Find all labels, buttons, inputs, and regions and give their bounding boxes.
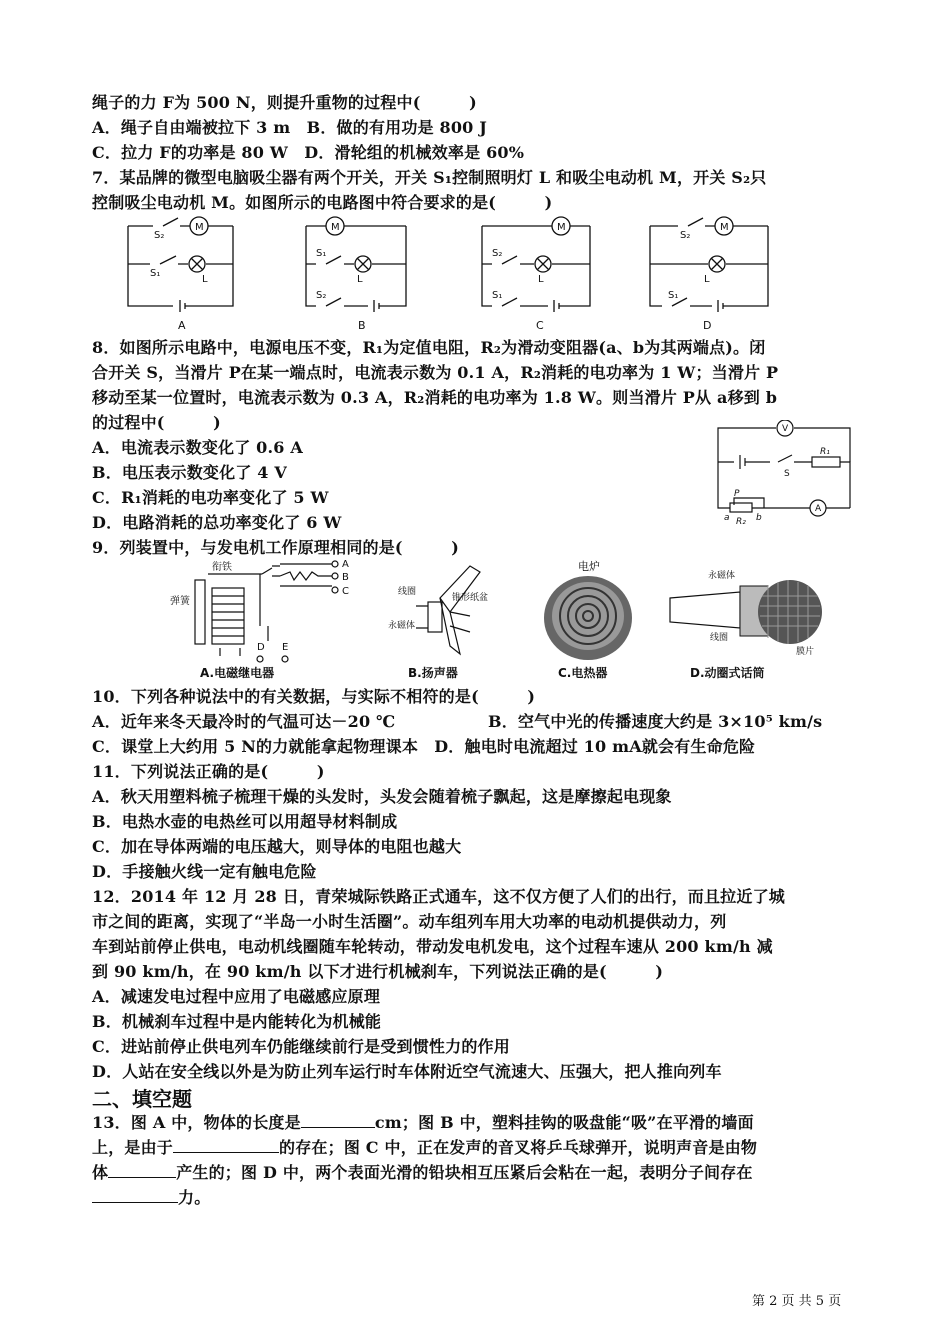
circuit-a-s1: S₁ [150,268,161,279]
q10-option-a: A．近年来冬天最冷时的气温可达－20 ℃ [92,712,396,731]
q9-stem: 9．列装置中，与发电机工作原理相同的是( ) [92,538,460,557]
q8-option-c: C．R₁消耗的电功率变化了 5 W [92,488,329,507]
speaker-caption: B.扬声器 [408,666,458,680]
q12-stem-line3: 车到站前停止供电，电动机线圈随车轮转动，带动发电机发电，这个过程车速从 200 km/h 减 [92,937,773,956]
relay-armature-label: 衔铁 [212,562,232,573]
mic-coil-label: 线圈 [710,633,729,643]
circuit-c-motor: M [557,222,566,233]
mic-film-label: 膜片 [796,647,815,657]
q8-stem-line3: 移动至某一位置时，电流表示数为 0.3 A，R₂消耗的电功率为 1.8 W。则当滑片 P从 a移到 b [92,388,778,407]
voltmeter-symbol: V [782,424,789,434]
q13-text-3: 上，是由于 [92,1138,174,1157]
q12-option-c: C．进站前停止供电列车仍能继续前行是受到惯性力的作用 [92,1037,510,1056]
speaker-figure [416,566,480,654]
circuit-b-lamp: L [357,274,363,285]
q13-text-2: cm；图 B 中，塑料挂钩的吸盘能“吸”在平滑的墙面 [374,1113,754,1132]
q11-option-d: D．手接触火线一定有触电危险 [92,862,317,881]
q12-option-d: D．人站在安全线以外是为防止列车运行时车体附近空气流速大、压强大，把人推向列车 [92,1062,722,1081]
relay-spring-label: 弹簧 [170,596,190,607]
page-footer: 第 2 页 共 5 页 [752,1294,842,1309]
circuit-b-s2: S₂ [316,290,327,301]
r1-label: R₁ [820,447,830,457]
q13-line1 [92,1111,754,1134]
circuit-a-motor: M [195,222,204,233]
q13-text-1: 13．图 A 中，物体的长度是 [92,1113,301,1132]
q13-text-4: 的存在；图 C 中，正在发声的音叉将乒乓球弹开，说明声音是由物 [279,1138,758,1157]
q13-text-6: 产生的；图 D 中，两个表面光滑的铅块相互压紧后会粘在一起，表明分子间存在 [176,1163,753,1182]
circuit-b-s1: S₁ [316,248,327,259]
circuit-a-s2: S₂ [154,230,165,241]
circuit-d-s1: S₁ [668,290,679,301]
circuit-c-s1: S₁ [492,290,503,301]
switch-label: S [784,469,790,479]
circuit-label-d: D [703,319,712,332]
q13-text-5: 体 [92,1163,109,1182]
q7-stem-line1: 7．某品牌的微型电脑吸尘器有两个开关，开关 S₁控制照明灯 L 和吸尘电动机 M，开关 S₂只 [92,168,767,187]
circuit-c-s2: S₂ [492,248,503,259]
q8-stem-line1: 8．如图所示电路中，电源电压不变，R₁为定值电阻，R₂为滑动变阻器(a、b为其两端点)。闭 [92,338,766,357]
q13-blank-force[interactable] [92,1186,178,1203]
q10-option-b: B．空气中光的传播速度大约是 3×10⁵ km/s [488,712,823,731]
section-heading-fill-in: 二、填空题 [92,1087,192,1111]
speaker-cone-label: 锥形纸盆 [452,593,489,603]
q8-stem-line2: 合开关 S，当滑片 P在某一端点时，电流表示数为 0.1 A，R₂消耗的电功率为 1 W；当滑片 P [92,363,779,382]
heater-top-label: 电炉 [578,560,600,573]
q7-stem-line2: 控制吸尘电动机 M。如图所示的电路图中符合要求的是( ) [92,193,553,212]
relay-figure [195,561,338,662]
relay-terminal-a: A [342,559,349,570]
relay-terminal-c: C [342,586,349,597]
speaker-coil-label: 线圈 [398,587,417,597]
heater-caption: C.电热器 [558,666,608,680]
q13-line4 [92,1186,210,1209]
q13-text-7: 力。 [178,1188,211,1207]
q8-circuit [712,420,862,528]
circuit-c-lamp: L [538,274,544,285]
q10-options-cd: C．课堂上大约用 5 N的力就能拿起物理课本 D．触电时电流超过 10 mA就会有生命危险 [92,737,756,756]
q6-stem-tail: 绳子的力 F为 500 N，则提升重物的过程中( ) [92,93,477,112]
q7-circuit-figures [118,214,878,334]
q6-options-cd: C．拉力 F的功率是 80 W D．滑轮组的机械效率是 60% [92,143,525,162]
mic-caption: D.动圈式话筒 [690,666,765,680]
q13-blank-length[interactable] [301,1111,375,1128]
q12-option-b: B．机械刹车过程中是内能转化为机械能 [92,1012,382,1031]
q8-stem-line4: 的过程中( ) [92,413,221,432]
mic-magnet-label: 永磁体 [708,571,736,581]
r2-label: R₂ [736,517,746,527]
circuit-b-motor: M [331,222,340,233]
q11-option-a: A．秋天用塑料梳子梳理干燥的头发时，头发会随着梳子飘起，这是摩擦起电现象 [92,787,672,806]
circuit-d-s2: S₂ [680,230,691,241]
slider-p-label: P [734,489,740,499]
circuit-label-a: A [178,319,186,332]
relay-terminal-d: D [257,642,265,653]
q9-device-figures [150,556,850,684]
circuit-label-c: C [536,319,544,332]
microphone-figure [670,580,822,644]
q13-blank-vibration[interactable] [108,1161,176,1178]
q11-option-b: B．电热水壶的电热丝可以用超导材料制成 [92,812,398,831]
q12-stem-line1: 12．2014 年 12 月 28 日，青荣城际铁路正式通车，这不仅方便了人们的出行，而且拉近了城 [92,887,785,906]
q8-option-b: B．电压表示数变化了 4 V [92,463,288,482]
q10-stem: 10．下列各种说法中的有关数据，与实际不相符的是( ) [92,687,536,706]
heater-figure [544,576,632,660]
q12-stem-line2: 市之间的距离，实现了“半岛一小时生活圈”。动车组列车用大功率的电动机提供动力，列 [92,912,727,931]
circuit-label-b: B [358,319,366,332]
relay-terminal-e: E [282,642,289,653]
q12-stem-line4: 到 90 km/h，在 90 km/h 以下才进行机械刹车，下列说法正确的是( ) [92,962,664,981]
q13-blank-pressure[interactable] [173,1136,279,1153]
q6-options-ab: A．绳子自由端被拉下 3 m B．做的有用功是 800 J [92,118,488,137]
circuit-d-motor: M [720,222,729,233]
end-a-label: a [724,513,730,523]
q8-option-a: A．电流表示数变化了 0.6 A [92,438,304,457]
q11-stem: 11．下列说法正确的是( ) [92,762,325,781]
relay-terminal-b: B [342,572,349,583]
q12-option-a: A．减速发电过程中应用了电磁感应原理 [92,987,381,1006]
q13-line2 [92,1136,757,1159]
end-b-label: b [756,513,762,523]
circuit-a-lamp: L [202,274,208,285]
ammeter-symbol: A [815,504,822,514]
q11-option-c: C．加在导体两端的电压越大，则导体的电阻也越大 [92,837,462,856]
circuit-a [128,217,233,312]
speaker-magnet-label: 永磁体 [388,621,416,631]
circuit-d-lamp: L [704,274,710,285]
q8-option-d: D．电路消耗的总功率变化了 6 W [92,513,342,532]
relay-caption: A.电磁继电器 [200,666,275,680]
q13-line3 [92,1161,753,1184]
